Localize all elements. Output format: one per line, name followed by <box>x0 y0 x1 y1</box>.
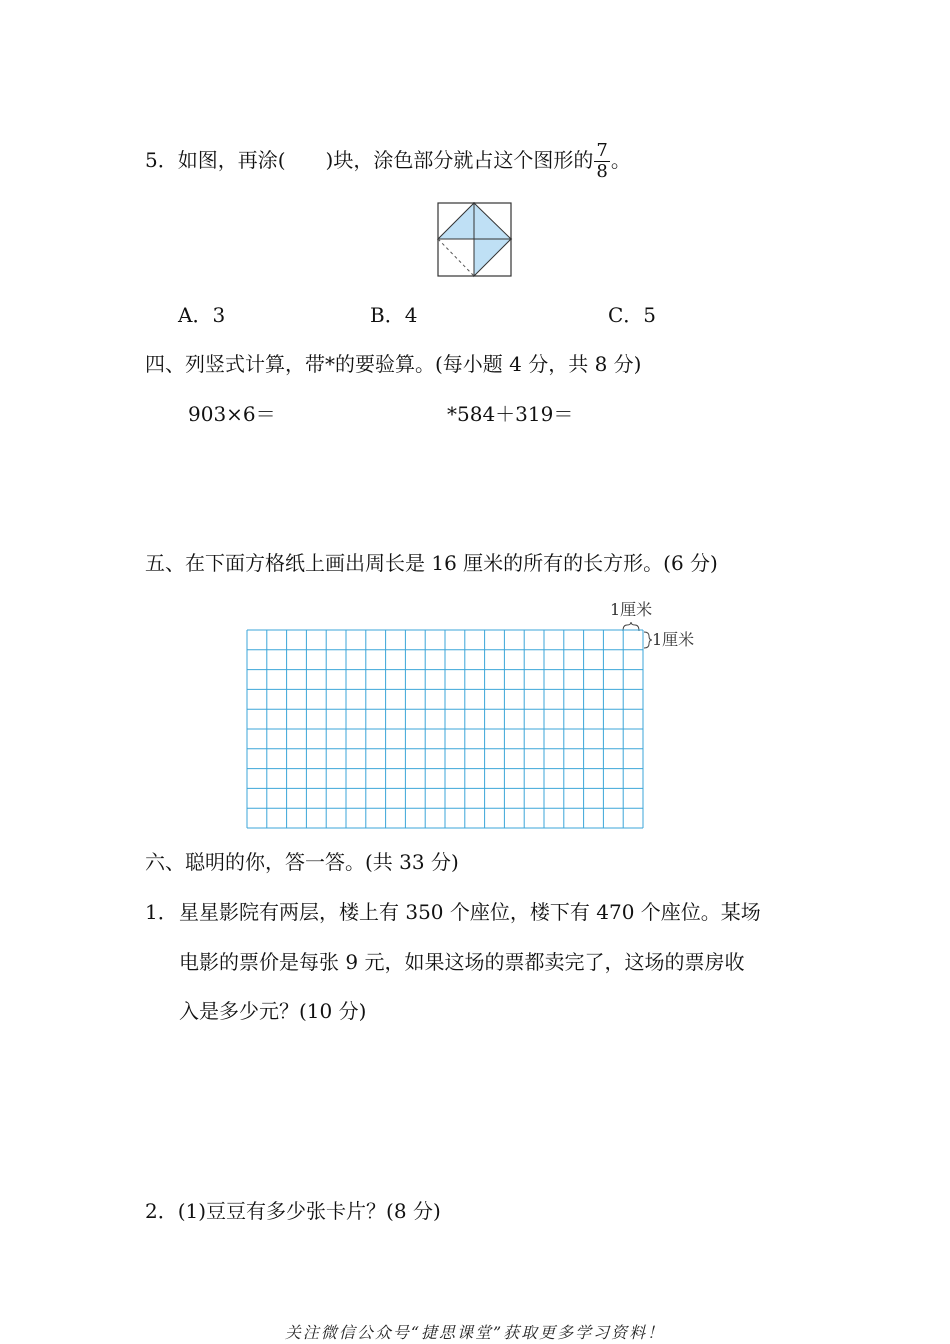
shaded-triangle-top-left <box>438 203 474 239</box>
fraction-denominator: 8 <box>596 161 608 182</box>
section6-heading: 六、聪明的你，答一答。(共 33 分) <box>145 850 459 874</box>
q5-text-before: 如图，再涂( <box>177 148 286 172</box>
calc-problem-2: *584＋319＝ <box>447 402 574 426</box>
q5-question <box>145 142 631 181</box>
q6-1-line-2: 电影的票价是每张 9 元，如果这场的票都卖完了，这场的票房收 <box>179 950 745 974</box>
q5-option-b[interactable]: B．4 <box>370 303 418 327</box>
section4-heading: 四、列竖式计算，带*的要验算。(每小题 4 分，共 8 分) <box>145 352 642 376</box>
q6-1-line-3: 入是多少元？(10 分) <box>179 999 367 1023</box>
q6-1-number: 1． <box>145 900 178 924</box>
q5-option-c[interactable]: C．5 <box>608 303 657 327</box>
shaded-triangle-top-right <box>474 203 511 239</box>
shaded-triangle-bottom-right <box>474 239 511 276</box>
fraction-numerator: 7 <box>596 140 608 161</box>
q5-square-figure <box>437 202 513 278</box>
grid-unit-label-side: 1厘米 <box>652 630 695 649</box>
square-grid-paper[interactable] <box>246 629 644 831</box>
q5-fraction <box>594 142 609 181</box>
section5-heading: 五、在下面方格纸上画出周长是 16 厘米的所有的长方形。(6 分) <box>145 551 718 575</box>
footer-promo-text: 关注微信公众号“捷思课堂”获取更多学习资料！ <box>284 1323 666 1342</box>
q5-option-a[interactable]: A．3 <box>178 303 226 327</box>
grid-unit-label-top: 1厘米 <box>610 600 653 619</box>
q6-1-line-1: 星星影院有两层，楼上有 350 个座位，楼下有 470 个座位。某场 <box>179 900 761 924</box>
q5-text-after: )块，涂色部分就占这个图形的 <box>325 148 594 172</box>
q5-number: 5． <box>145 148 178 172</box>
q6-2-question: 2．(1)豆豆有多少张卡片？(8 分) <box>145 1199 441 1223</box>
q5-end-mark: 。 <box>610 148 631 172</box>
figure-dashed-diagonal <box>438 239 474 276</box>
calc-problem-1: 903×6＝ <box>188 402 276 426</box>
